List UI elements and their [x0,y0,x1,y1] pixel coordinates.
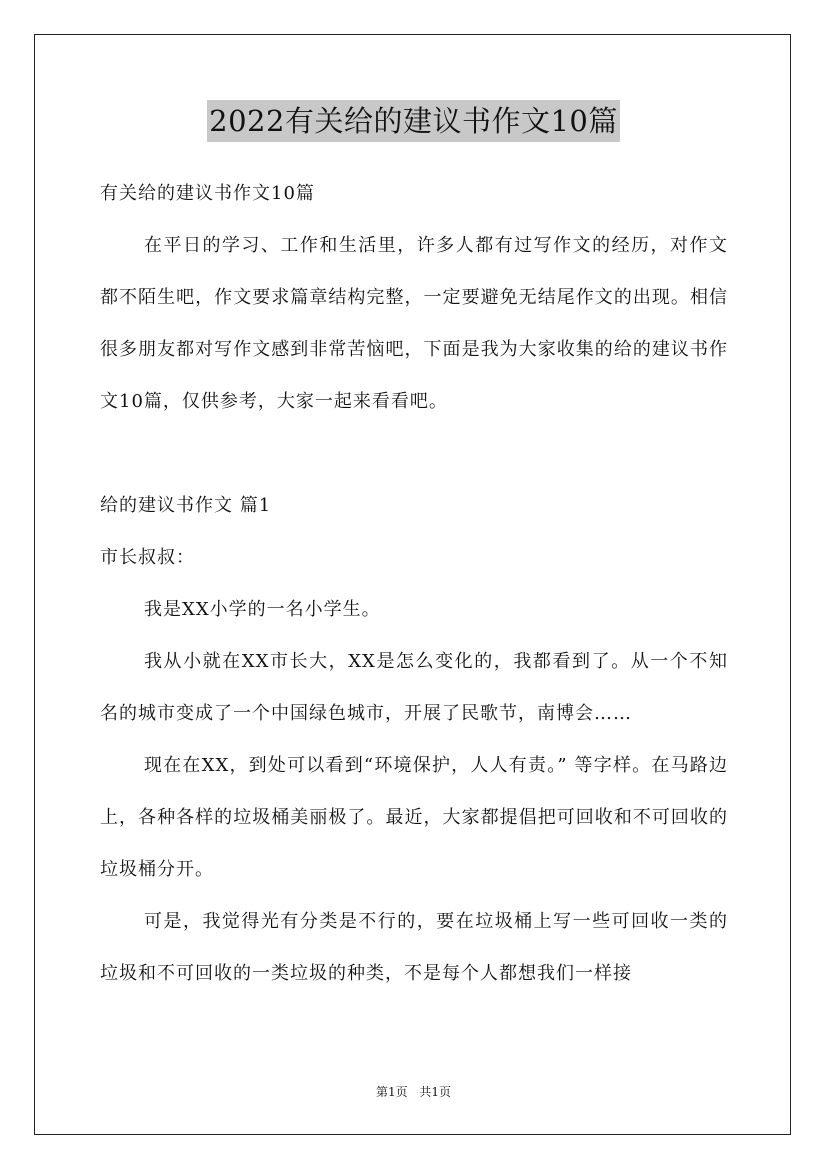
body-paragraph: 现在在XX，到处可以看到“环境保护，人人有责。” 等字样。在马路边上，各种各样的垃圾桶美丽极了。最近，大家都提倡把可回收和不可回收的垃圾桶分开。 [100,755,728,880]
blank-line [100,428,728,480]
body-paragraph: 我是XX小学的一名小学生。 [144,599,381,620]
page-footer [0,1084,827,1100]
salutation: 市长叔叔： [100,547,195,568]
section-heading: 给的建议书作文 篇1 [100,495,272,516]
page-number-total: 共1页 [419,1085,452,1099]
body-paragraph: 可是，我觉得光有分类是不行的，要在垃圾桶上写一些可回收一类的垃圾和不可回收的一类垃圾的种类，不是每个人都想我们一样接 [100,911,728,984]
intro-paragraph: 在平日的学习、工作和生活里，许多人都有过写作文的经历，对作文都不陌生吧，作文要求篇章结构完整，一定要避免无结尾作文的出现。相信很多朋友都对写作文感到非常苦恼吧，下面是我为大家收集的给的建议书作文10篇，仅供参考，大家一起来看看吧。 [100,235,728,412]
body-paragraph: 我从小就在XX市长大，XX是怎么变化的，我都看到了。从一个不知名的城市变成了一个中国绿色城市，开展了民歌节，南博会…… [100,651,728,724]
page-number-current: 第1页 [375,1085,408,1099]
document-title: 2022有关给的建议书作文10篇 [207,100,620,142]
title-container [0,100,827,142]
document-subtitle: 有关给的建议书作文10篇 [100,183,315,204]
document-body [100,168,728,1000]
